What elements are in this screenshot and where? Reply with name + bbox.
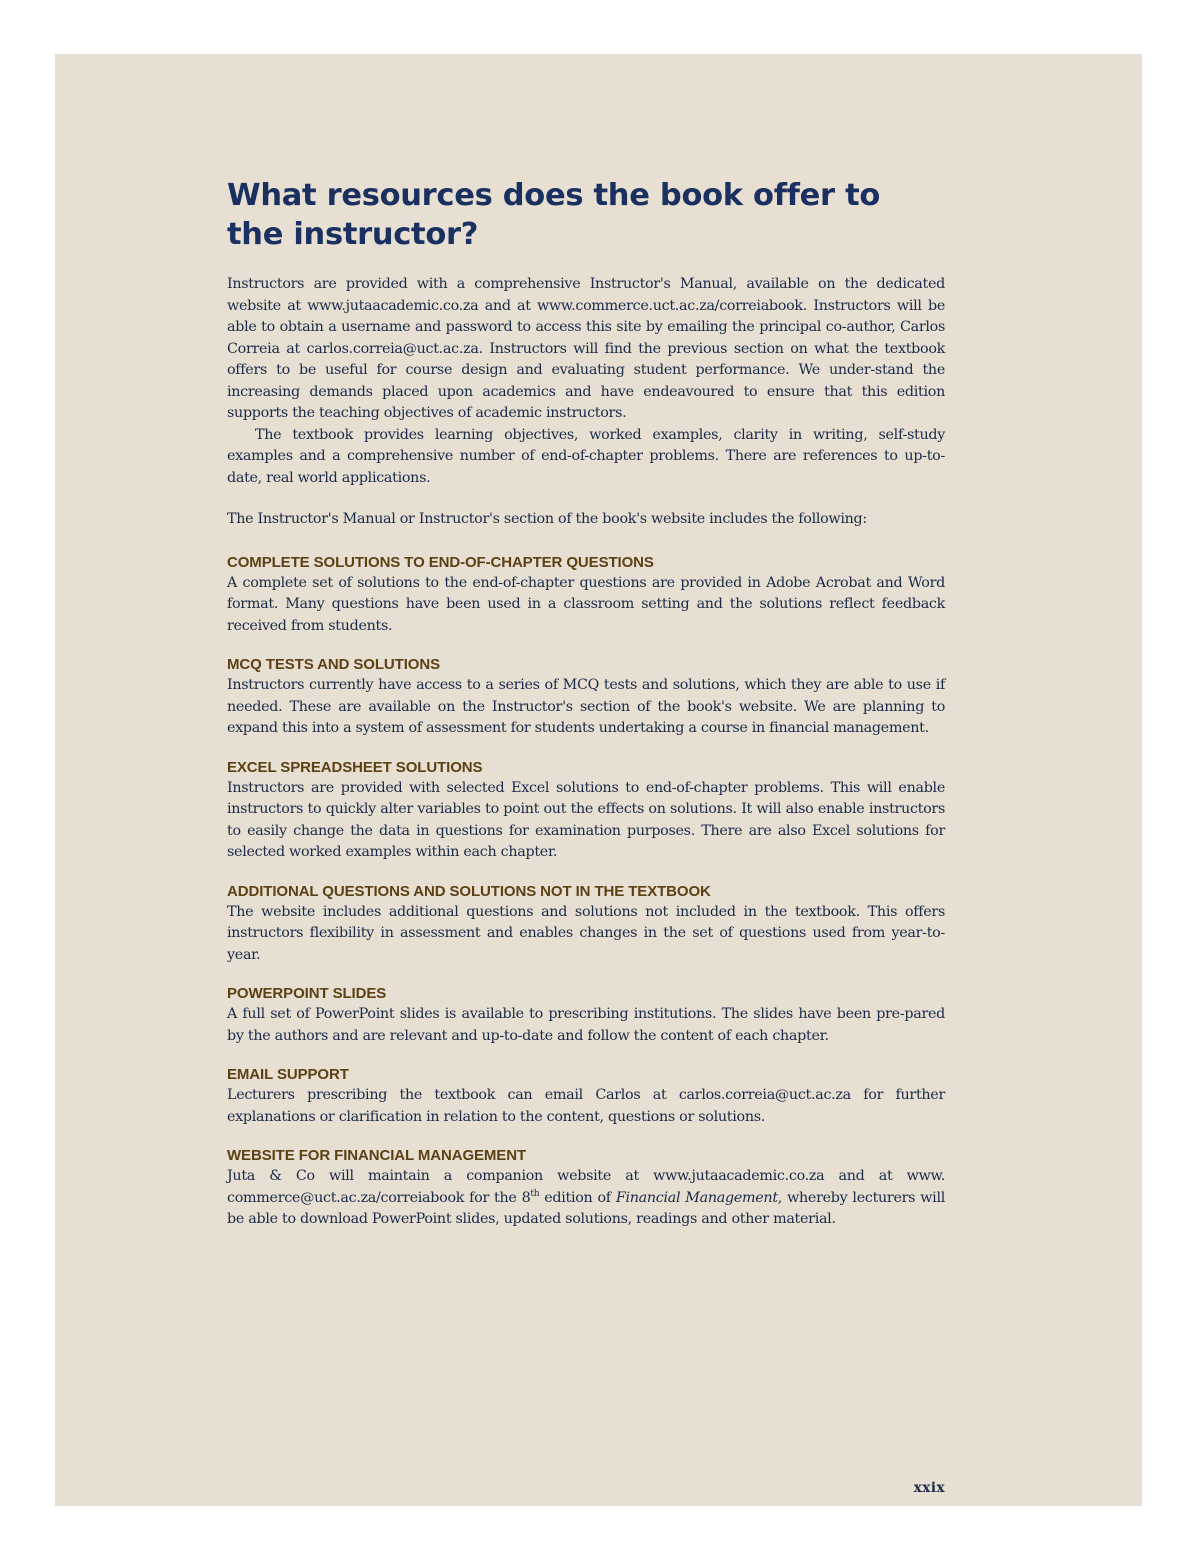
section-heading: EMAIL SUPPORT	[227, 1066, 349, 1083]
section-heading: ADDITIONAL QUESTIONS AND SOLUTIONS NOT IN THE TEXTBOOK	[227, 882, 711, 900]
section-powerpoint-slides	[227, 983, 945, 1047]
section-heading: EXCEL SPREADSHEET SOLUTIONS	[227, 758, 483, 776]
section-text: Instructors are provided with selected Excel solutions to end-of-chapter problems. This will enable instructors to quickly alter variables to point out the effects on solutions. It will also enable instructors to easily change the data in questions for examination purposes. There are also Excel solutions for selected worked examples within each chapter.	[227, 779, 945, 860]
text-segment: , whereby lecturers will be able to download PowerPoint slides, updated solutions, readings and other material.	[227, 1189, 945, 1227]
section-heading: COMPLETE SOLUTIONS TO END-OF-CHAPTER QUESTIONS	[227, 553, 654, 571]
section-text	[227, 1166, 945, 1231]
section-text: Instructors currently have access to a series of MCQ tests and solutions, which they are able to use if needed. These are available on the Instructor's section of the book's website. We are planning to expand this into a system of assessment for students undertaking a course in financial management.	[227, 677, 945, 736]
intro-paragraph: The textbook provides learning objectives, worked examples, clarity in writing, self-study examples and a comprehensive number of end-of-chapter problems. There are references to up-to-date, real world applications.	[227, 426, 945, 486]
text-segment: Juta & Co will maintain a companion website at www.jutaacademic.co.za and at www. commerce@uct.ac.za/correiabook for the 8	[227, 1168, 945, 1206]
section-text: The website includes additional questions and solutions not included in the textbook. This offers instructors flexibility in assessment and enables changes in the set of questions used from year-to-year.	[227, 903, 945, 963]
superscript: th	[530, 1188, 540, 1199]
book-page	[55, 54, 1142, 1506]
section-heading: POWERPOINT SLIDES	[227, 985, 387, 1002]
section-email-support	[227, 1064, 945, 1128]
page-title: What resources does the book offer to the instructor?	[227, 178, 881, 252]
book-title-italic: Financial Management	[615, 1189, 778, 1206]
section-mcq-tests	[227, 654, 945, 740]
page-content	[227, 176, 945, 1231]
lead-in-text: The Instructor's Manual or Instructor's section of the book's website includes the following:	[227, 511, 867, 527]
section-website	[227, 1145, 945, 1231]
section-text: A complete set of solutions to the end-of-chapter questions are provided in Adobe Acrobat and Word format. Many questions have been used in a classroom setting and the solutions reflect feedback received from students.	[227, 574, 945, 634]
section-text: Lecturers prescribing the textbook can email Carlos at carlos.correia@uct.ac.za for further explanations or clarification in relation to the content, questions or solutions.	[227, 1087, 945, 1125]
intro-paragraph: Instructors are provided with a comprehensive Instructor's Manual, available on the dedicated website at www.jutaacademic.co.za and at www.commerce.uct.ac.za/correiabook. Instructors will be able to obtain a username and password to access this site by emailing the principal co-author, Carlos Correia at carlos.correia@uct.ac.za. Instructors will find the previous section on what the textbook offers to be useful for course design and evaluating student performance. We under-stand the increasing demands placed upon academics and have endeavoured to ensure that this edition supports the teaching objectives of academic instructors.	[227, 276, 945, 421]
section-heading: MCQ TESTS AND SOLUTIONS	[227, 656, 440, 673]
section-heading: WEBSITE FOR FINANCIAL MANAGEMENT	[227, 1147, 527, 1164]
section-additional-questions	[227, 881, 945, 967]
section-text: A full set of PowerPoint slides is available to prescribing institutions. The slides have been pre-pared by the authors and are relevant and up-to-date and follow the content of each chapter.	[227, 1006, 945, 1044]
text-segment: edition of	[539, 1189, 616, 1206]
section-complete-solutions	[227, 552, 945, 638]
page-number: xxix	[913, 1480, 945, 1496]
section-excel-solutions	[227, 757, 945, 864]
